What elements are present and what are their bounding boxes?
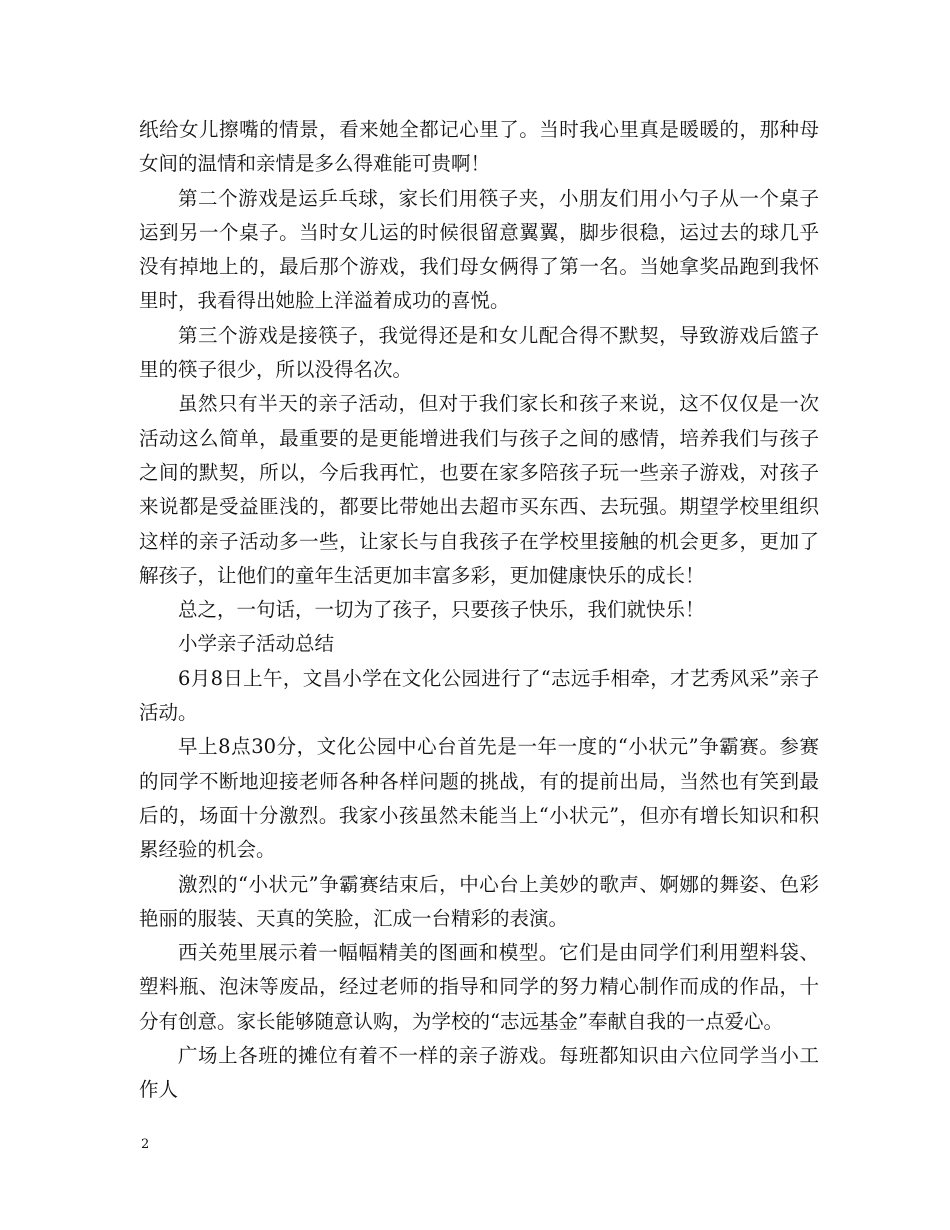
paragraph: 纸给女儿擦嘴的情景，看来她全都记心里了。当时我心里真是暖暖的，那种母女间的温情和亲情是多么得难能可贵啊！ — [139, 118, 819, 176]
document-body — [139, 113, 819, 1108]
paragraph: 激烈的“小状元”争霸赛结束后，中心台上美妙的歌声、婀娜的舞姿、色彩艳丽的服装、天真的笑脸，汇成一台精彩的表演。 — [139, 872, 819, 930]
paragraph: 早上8点30分，文化公园中心台首先是一年一度的“小状元”争霸赛。参赛的同学不断地迎接老师各种各样问题的挑战，有的提前出局，当然也有笑到最后的，场面十分激烈。我家小孩虽然未能当上“小状元”，但亦有增长知识和积累经验的机会。 — [139, 735, 819, 862]
paragraph: 6月8日上午，文昌小学在文化公园进行了“志远手相牵，才艺秀风采”亲子活动。 — [139, 666, 819, 725]
paragraph: 第二个游戏是运乒乓球，家长们用筷子夹，小朋友们用小勺子从一个桌子运到另一个桌子。当时女儿运的时候很留意翼翼，脚步很稳，运过去的球几乎没有掉地上的，最后那个游戏，我们母女俩得了第一名。当她拿奖品跑到我怀里时，我看得出她脸上洋溢着成功的喜悦。 — [139, 186, 819, 313]
paragraph: 总之，一句话，一切为了孩子，只要孩子快乐，我们就快乐！ — [178, 598, 705, 622]
paragraph: 第三个游戏是接筷子，我觉得还是和女儿配合得不默契，导致游戏后篮子里的筷子很少，所以没得名次。 — [139, 323, 819, 382]
paragraph: 广场上各班的摊位有着不一样的亲子游戏。每班都知识由六位同学当小工作人 — [139, 1044, 819, 1102]
paragraph: 西关苑里展示着一幅幅精美的图画和模型。它们是由同学们利用塑料袋、塑料瓶、泡沫等废品，经过老师的指导和同学的努力精心制作而成的作品，十分有创意。家长能够随意认购，为学校的“志远基金”奉献自我的一点爱心。 — [139, 941, 819, 1033]
paragraph: 虽然只有半天的亲子活动，但对于我们家长和孩子来说，这不仅仅是一次活动这么简单，最重要的是更能增进我们与孩子之间的感情，培养我们与孩子之间的默契，所以，今后我再忙，也要在家多陪孩子玩一些亲子游戏，对孩子来说都是受益匪浅的，都要比带她出去超市买东西、去玩强。期望学校里组织这样的亲子活动多一些，让家长与自我孩子在学校里接触的机会更多，更加了解孩子，让他们的童年生活更加丰富多彩，更加健康快乐的成长！ — [139, 392, 819, 587]
section-heading: 小学亲子活动总结 — [178, 632, 335, 656]
page-number: 2 — [141, 1137, 150, 1152]
